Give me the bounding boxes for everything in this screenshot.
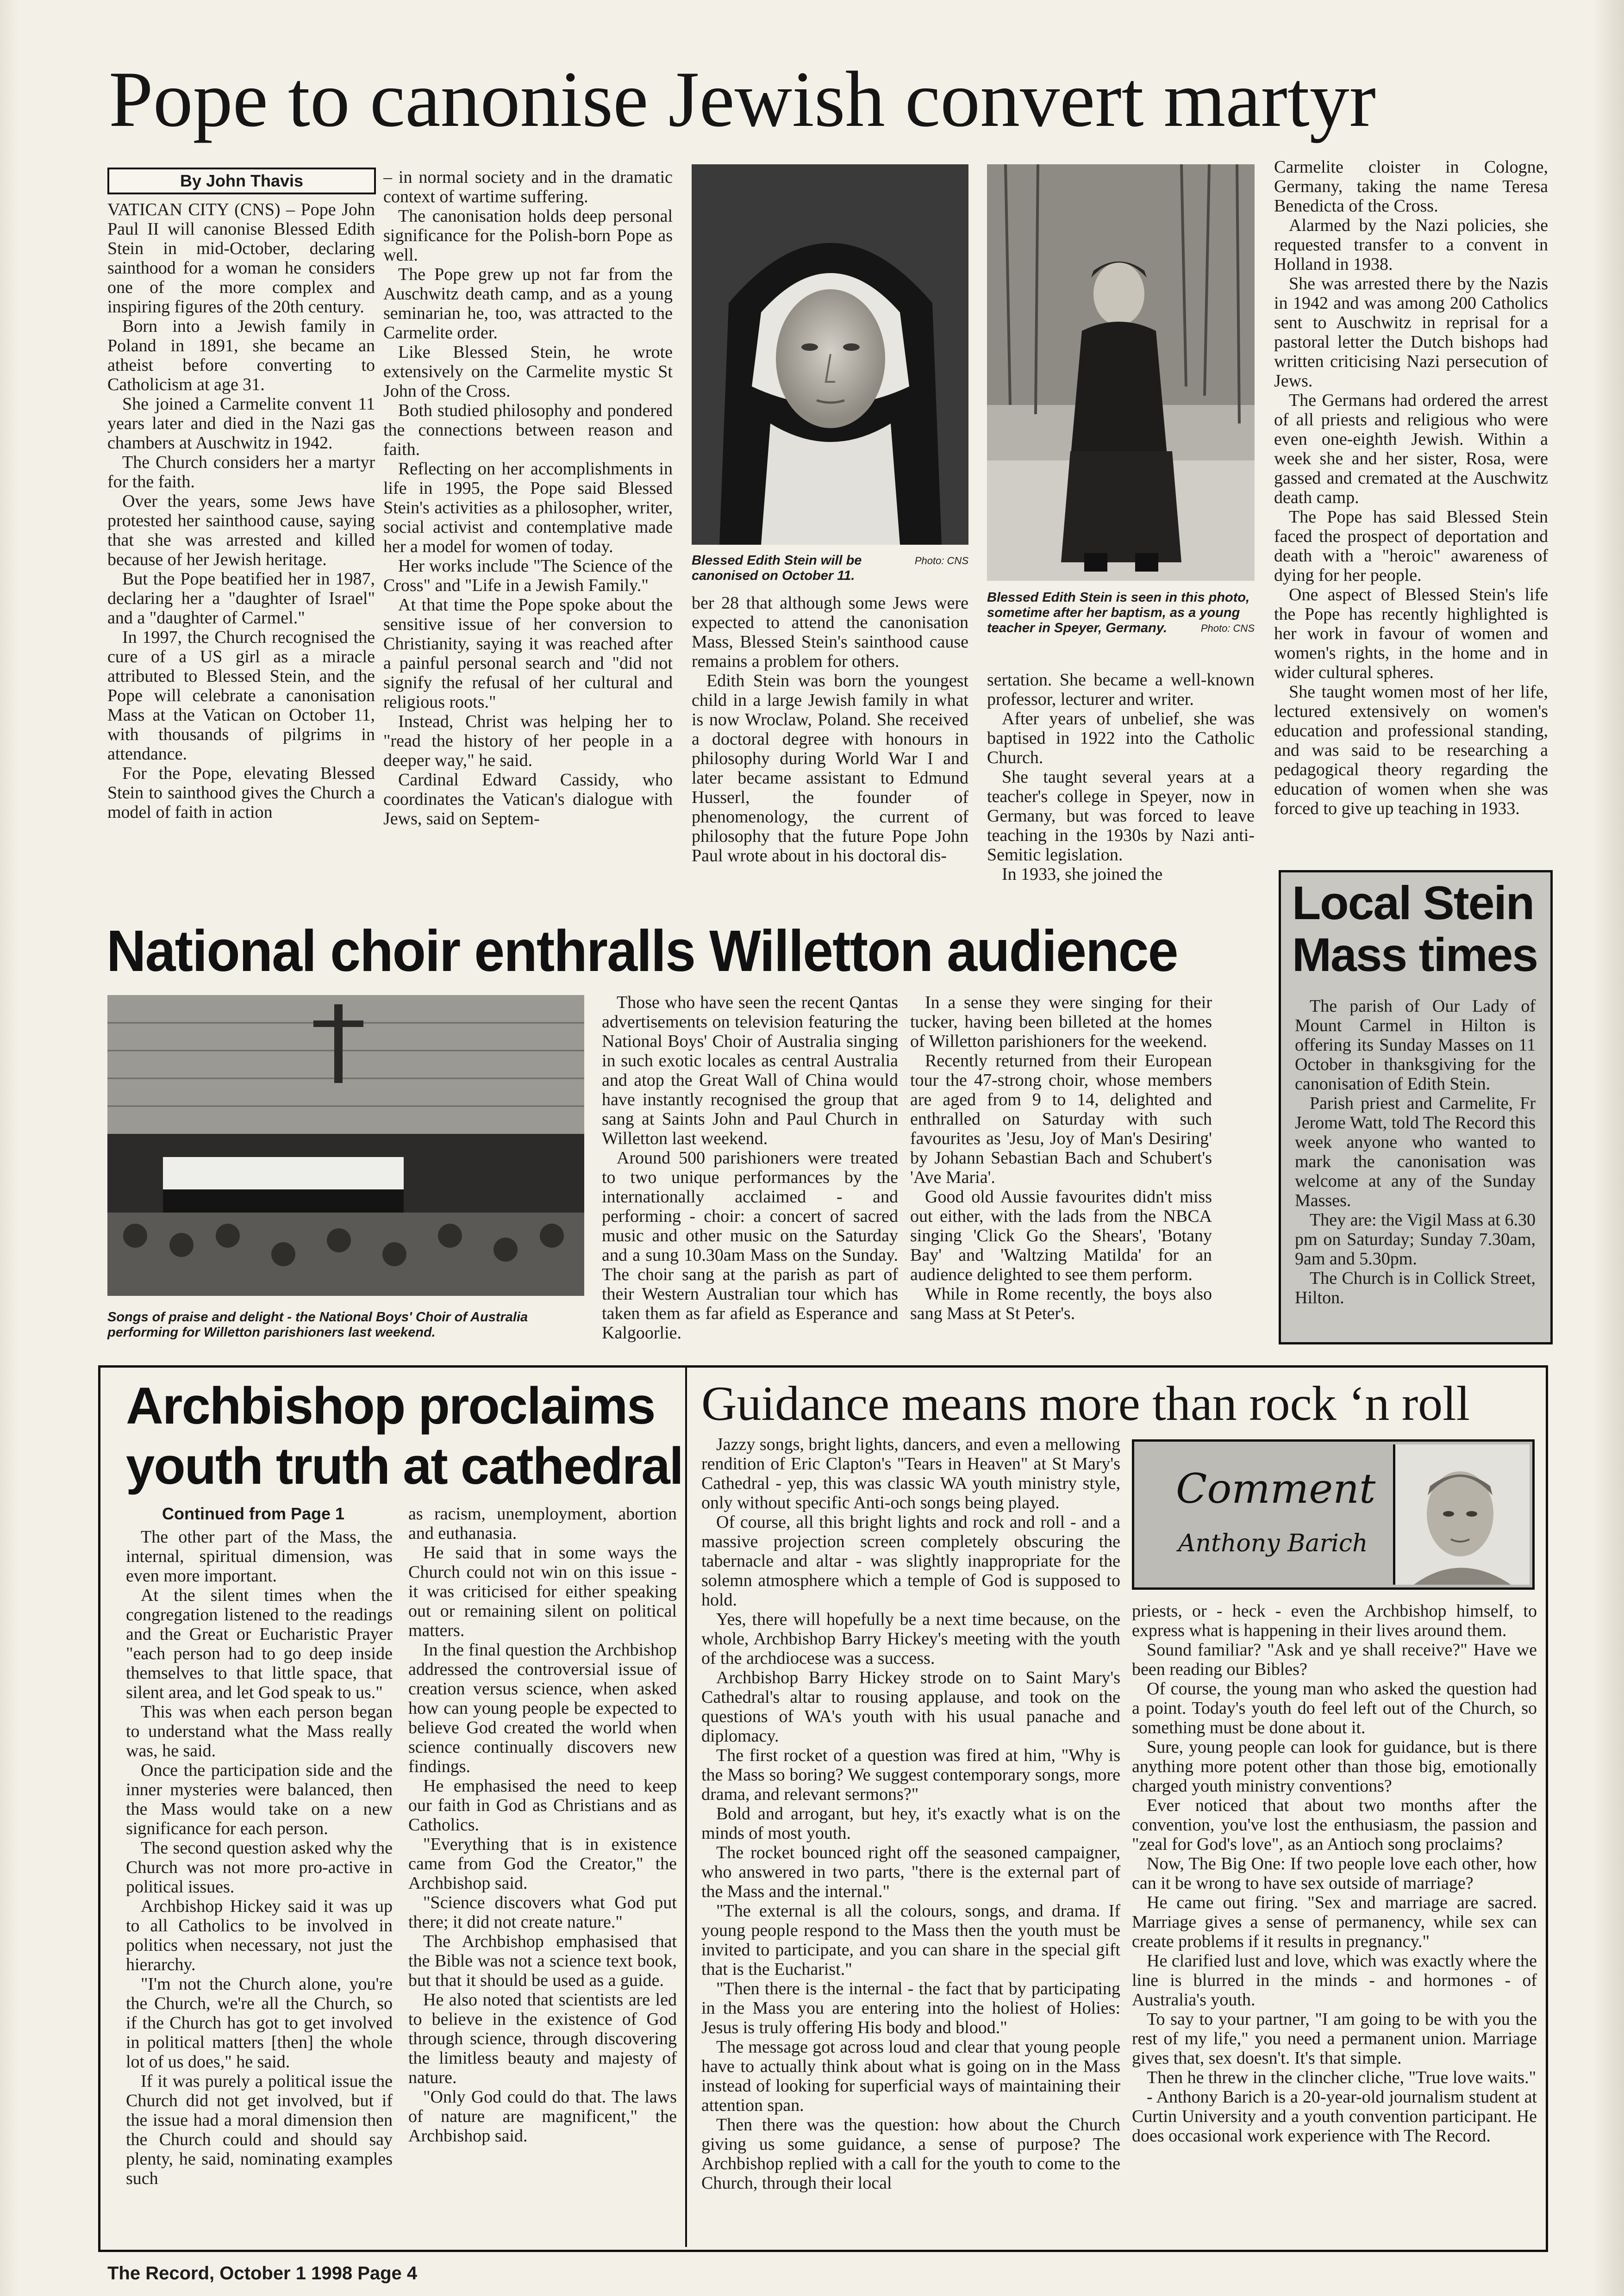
comment-author: Anthony Barich [1178, 1530, 1368, 1557]
stein-column-3 [692, 593, 968, 906]
paragraph: sertation. She became a well-known professor, lecturer and writer. [987, 670, 1255, 709]
archbishop-continued: Continued from Page 1 [162, 1504, 345, 1523]
paragraph: Of course, the young man who asked the question had a point. Today's youth do feel left out of the Church, so something must be done about it. [1132, 1679, 1537, 1737]
paragraph: She taught several years at a teacher's college in Speyer, now in Germany, but was forced to leave teaching in the 1930s by Nazi anti-Semitic legislation. [987, 767, 1255, 865]
stein-column-5 [1274, 157, 1548, 865]
page-footer: The Record, October 1 1998 Page 4 [107, 2263, 418, 2284]
paragraph: "I'm not the Church alone, you're the Church, we're all the Church, so if the Church has got to get involved in political matters [then] the whole lot of us does," he said. [126, 1974, 393, 2072]
paragraph: While in Rome recently, the boys also sang Mass at St Peter's. [910, 1284, 1212, 1323]
paragraph: "The external is all the colours, songs, and drama. If young people respond to the Mass then the youth must be invited to participate, and you can share in the special gift that is the Eucharist." [701, 1901, 1120, 1979]
paragraph: In 1997, the Church recognised the cure of a US girl as a miracle attributed to Blessed Stein, and the Pope will celebrate a canonisation Mass at the Vatican on October 11, with thousands of pilgrims in attendance. [107, 628, 375, 764]
stein-column-2 [383, 168, 673, 903]
paragraph: Over the years, some Jews have protested her sainthood cause, saying that she was arrested and killed because of her Jewish heritage. [107, 492, 375, 569]
stein-photo2-credit: Photo: CNS [1200, 622, 1255, 634]
stein-column-4 [987, 670, 1255, 905]
paragraph: The rocket bounced right off the seasoned campaigner, who answered in two parts, "there is the external part of the Mass and the internal." [701, 1843, 1120, 1901]
paragraph: Reflecting on her accomplishments in life in 1995, the Pope said Blessed Stein's activities as a philosopher, writer, social activist and contemplative made her a model for women of today. [383, 459, 673, 556]
paragraph: He clarified lust and love, which was exactly where the line is blurred in the minds - and hormones - of Australia's youth. [1132, 1951, 1537, 2010]
archbishop-column-1 [126, 1527, 393, 2238]
paragraph: The parish of Our Lady of Mount Carmel in Hilton is offering its Sunday Masses on 11 October in thanksgiving for the canonisation of Edith Stein. [1295, 996, 1536, 1094]
guidance-column-1 [701, 1435, 1120, 2238]
paragraph: She was arrested there by the Nazis in 1942 and was among 200 Catholics sent to Auschwitz in reprisal for a pastoral letter the Dutch bishops had written criticising Nazi persecution of Jews. [1274, 274, 1548, 391]
paragraph: The canonisation holds deep personal significance for the Polish-born Pope as well. [383, 206, 673, 265]
paragraph: The first rocket of a question was fired at him, "Why is the Mass so boring? We suggest contemporary songs, more drama, and relevant sermons?" [701, 1746, 1120, 1804]
paragraph: The message got across loud and clear that young people have to actually think about what is going on in the Mass instead of looking for superficial ways of maintaining their attention span. [701, 2037, 1120, 2115]
paragraph: One aspect of Blessed Stein's life the Pope has recently highlighted is her work in favour of women and women's rights, in the home and in wider cultural spheres. [1274, 585, 1548, 682]
paragraph: Born into a Jewish family in Poland in 1891, she became an atheist before converting to Catholicism at age 31. [107, 317, 375, 394]
paragraph: Those who have seen the recent Qantas advertisements on television featuring the National Boys' Choir of Australia singing in such exotic locales as central Australia and atop the Great Wall of China would have instantly recognised the group that sang at Saints John and Paul Church in Willetton last weekend. [602, 993, 898, 1148]
guidance-column-2 [1132, 1601, 1537, 2238]
paragraph: Yes, there will hopefully be a next time because, on the whole, Archbishop Barry Hickey's meeting with the youth of the archdiocese was a success. [701, 1610, 1120, 1668]
stein-nun-photo [692, 164, 968, 545]
paragraph: He came out firing. "Sex and marriage are sacred. Marriage gives a sense of permanency, while sex can create problems if it results in pregnancy." [1132, 1893, 1537, 1951]
stein-photo1-caption: Photo: CNS Blessed Edith Stein will be canonised on October 11. [692, 553, 968, 583]
comment-label: Comment [1176, 1465, 1376, 1512]
mass-times-text [1295, 996, 1536, 1330]
stein-headline: Pope to canonise Jewish convert martyr [109, 56, 1376, 143]
paragraph: They are: the Vigil Mass at 6.30 pm on Saturday; Sunday 7.30am, 9am and 5.30pm. [1295, 1210, 1536, 1269]
paragraph: ber 28 that although some Jews were expected to attend the canonisation Mass, Blessed Stein's sainthood cause remains a problem for others. [692, 593, 968, 671]
stein-column-1 [107, 200, 375, 903]
paragraph: "Only God could do that. The laws of nature are magnificent," the Archbishop said. [408, 2087, 677, 2146]
archbishop-headline-1: Archbishop proclaims [126, 1377, 655, 1435]
paragraph: The Church considers her a martyr for the faith. [107, 453, 375, 492]
stein-teacher-photo [987, 164, 1255, 581]
paragraph: Both studied philosophy and pondered the connections between reason and faith. [383, 401, 673, 459]
paragraph: The Pope grew up not far from the Auschwitz death camp, and as a young seminarian he, too, was attracted to the Carmelite order. [383, 265, 673, 342]
archbishop-column-2 [408, 1504, 677, 2238]
paragraph: - Anthony Barich is a 20-year-old journalism student at Curtin University and a youth convention participant. He does occasional work experience with The Record. [1132, 2087, 1537, 2146]
paragraph: "Everything that is in existence came from God the Creator," the Archbishop said. [408, 1835, 677, 1893]
paragraph: Edith Stein was born the youngest child in a large Jewish family in what is now Wroclaw, Poland. She received a doctoral degree with honours in philosophy during World War I and later became assistant to Edmund Husserl, the founder of phenomenology, the current of philosophy that the future Pope John Paul wrote about in his doctoral dis- [692, 671, 968, 865]
paragraph: Once the participation side and the inner mysteries were balanced, then the Mass would take on a new significance for each person. [126, 1761, 393, 1838]
mass-times-headline-2: Mass times [1292, 928, 1537, 981]
stein-photo1-credit: Photo: CNS [914, 555, 968, 566]
paragraph: Her works include "The Science of the Cross" and "Life in a Jewish Family." [383, 556, 673, 595]
paragraph: Good old Aussie favourites didn't miss out either, with the lads from the NBCA singing 'Click Go the Shears', 'Botany Bay' and 'Waltzing Matilda' for an audience delighted to see them perform. [910, 1187, 1212, 1284]
paragraph: The Germans had ordered the arrest of all priests and religious who were even one-eighth Jewish. Within a week she and her sister, Rosa, were gassed and cremated at the Auschwitz death camp. [1274, 391, 1548, 507]
paragraph: Archbishop Hickey said it was up to all Catholics to be involved in politics when necessary, not just the hierarchy. [126, 1897, 393, 1974]
stein-byline: By John Thavis [107, 168, 376, 194]
paragraph: To say to your partner, "I am going to be with you the rest of my life," you need a permanent union. Marriage gives that, sex doesn't. It's that simple. [1132, 2010, 1537, 2068]
guidance-headline: Guidance means more than rock ‘n roll [701, 1376, 1470, 1431]
paragraph: Ever noticed that about two months after the convention, you've lost the enthusiasm, the passion and "zeal for God's love", as an Antioch song proclaims? [1132, 1796, 1537, 1854]
paragraph: He also noted that scientists are led to believe in the existence of God through science, through discovering the limitless beauty and majesty of nature. [408, 1990, 677, 2087]
choir-headline: National choir enthralls Willetton audience [106, 918, 1178, 983]
paragraph: Sure, young people can look for guidance, but is there anything more potent other than those big, emotionally charged youth ministry conventions? [1132, 1737, 1537, 1796]
paragraph: The Archbishop emphasised that the Bible was not a science text book, but that it should be used as a guide. [408, 1932, 677, 1990]
choir-photo [107, 995, 584, 1296]
paragraph: This was when each person began to understand what the Mass really was, he said. [126, 1702, 393, 1761]
choir-column-2 [910, 993, 1212, 1354]
paragraph: – in normal society and in the dramatic context of wartime suffering. [383, 168, 673, 206]
paragraph: Of course, all this bright lights and rock and roll - and a massive projection screen completely obscuring the tabernacle and altar - was slightly inappropriate for the solemn atmosphere which a temple of God is supposed to hold. [701, 1512, 1120, 1610]
paragraph: For the Pope, elevating Blessed Stein to sainthood gives the Church a model of faith in action [107, 764, 375, 822]
paragraph: He emphasised the need to keep our faith in God as Christians and as Catholics. [408, 1776, 677, 1835]
paragraph: Now, The Big One: If two people love each other, how can it be wrong to have sex outside of marriage? [1132, 1854, 1537, 1893]
paragraph: She taught women most of her life, lectured extensively on women's education and professional standing, and was said to be researching a pedagogical theory regarding the education of women when she was forced to give up teaching in 1933. [1274, 682, 1548, 818]
paragraph: VATICAN CITY (CNS) – Pope John Paul II will canonise Blessed Edith Stein in mid-October, declaring sainthood for a woman he considers one of the more complex and inspiring figures of the 20th century. [107, 200, 375, 317]
paragraph: "Science discovers what God put there; it did not create nature." [408, 1893, 677, 1932]
paragraph: Archbishop Barry Hickey strode on to Saint Mary's Cathedral's altar to rousing applause, and took on the questions of WA's youth with his usual panache and diplomacy. [701, 1668, 1120, 1746]
paragraph: Carmelite cloister in Cologne, Germany, taking the name Teresa Benedicta of the Cross. [1274, 157, 1548, 216]
paragraph: At the silent times when the congregation listened to the readings and the Great or Eucharistic Prayer "each person had to go deep inside themselves to that little space, that silent area, and let God speak to us." [126, 1586, 393, 1702]
paragraph: But the Pope beatified her in 1987, declaring her a "daughter of Israel" and a "daughter of Carmel." [107, 569, 375, 628]
paragraph: Recently returned from their European tour the 47-strong choir, whose members are aged from 9 to 14, delighted and enthralled on Saturday with such favourites as 'Jesu, Joy of Man's Desiring' by Johann Sebastian Bach and Schubert's 'Ave Maria'. [910, 1051, 1212, 1187]
mass-times-headline-1: Local Stein [1292, 877, 1534, 929]
paragraph: In a sense they were singing for their tucker, having been billeted at the homes of Willetton parishioners for the weekend. [910, 993, 1212, 1051]
paragraph: Then there was the question: how about the Church giving us some guidance, a sense of purpose? The Archbishop replied with a call for the youth to come to the Church, through their local [701, 2115, 1120, 2193]
paragraph: The second question asked why the Church was not more pro-active in political issues. [126, 1838, 393, 1897]
paragraph: Like Blessed Stein, he wrote extensively on the Carmelite mystic St John of the Cross. [383, 342, 673, 401]
paragraph: priests, or - heck - even the Archbishop himself, to express what is happening in their lives around them. [1132, 1601, 1537, 1640]
paragraph: The Pope has said Blessed Stein faced the prospect of deportation and death with a "heroic" awareness of dying for her people. [1274, 507, 1548, 585]
paragraph: The Church is in Collick Street, Hilton. [1295, 1269, 1536, 1307]
paragraph: Around 500 parishioners were treated to two unique performances by the internationally acclaimed - and performing - choir: a concert of sacred music and other music on the Saturday and a sung 10.30am Mass on the Sunday. The choir sang at the parish as part of their Western Australian tour which has taken them as far afield as Esperance and Kalgoorlie. [602, 1148, 898, 1343]
stein-photo2-caption: Blessed Edith Stein is seen in this photo, sometime after her baptism, as a young teacher in Speyer, Germany. Photo: CNS [987, 590, 1255, 635]
bottom-column-divider [685, 1368, 687, 2247]
comment-box [1132, 1439, 1535, 1590]
paragraph: Cardinal Edward Cassidy, who coordinates the Vatican's dialogue with Jews, said on Septem- [383, 770, 673, 828]
archbishop-headline-2: youth truth at cathedral [126, 1437, 683, 1495]
paragraph: In the final question the Archbishop addressed the controversial issue of creation versus science, when asked how can young people be expected to believe God created the world when science continually discovers new findings. [408, 1640, 677, 1776]
paragraph: If it was purely a political issue the Church did not get involved, but if the issue had a moral dimension then the Church could and should say plenty, he said, nominating examples such [126, 2072, 393, 2188]
paragraph: She joined a Carmelite convent 11 years later and died in the Nazi gas chambers at Auschwitz in 1942. [107, 394, 375, 453]
mass-times-box [1279, 870, 1553, 1344]
paragraph: Jazzy songs, bright lights, dancers, and even a mellowing rendition of Eric Clapton's "Tears in Heaven" at St Mary's Cathedral - yep, this was classic WA youth ministry style, only without specific Anti-och songs being played. [701, 1435, 1120, 1512]
choir-caption: Songs of praise and delight - the National Boys' Choir of Australia performing for Willetton parishioners last weekend. [107, 1310, 528, 1340]
paragraph: In 1933, she joined the [1002, 865, 1163, 884]
choir-column-1 [602, 993, 898, 1354]
paragraph: "Then there is the internal - the fact that by participating in the Mass you are entering into the holiest of Holies: Jesus is truly offering His body and blood." [701, 1979, 1120, 2037]
paragraph: He said that in some ways the Church could not win on this issue - it was criticised for either speaking out or remaining silent on political matters. [408, 1543, 677, 1640]
paragraph: Sound familiar? "Ask and ye shall receive?" Have we been reading our Bibles? [1132, 1640, 1537, 1679]
paragraph: After years of unbelief, she was baptised in 1922 into the Catholic Church. [987, 709, 1255, 767]
paragraph: Parish priest and Carmelite, Fr Jerome Watt, told The Record this week anyone who wanted to mark the canonisation was welcome at any of the Sunday Masses. [1295, 1094, 1536, 1210]
paragraph: Instead, Christ was helping her to "read the history of her people in a deeper way," he said. [383, 712, 673, 770]
paragraph: Alarmed by the Nazi policies, she requested transfer to a convent in Holland in 1938. [1274, 216, 1548, 274]
paragraph: The other part of the Mass, the internal, spiritual dimension, was even more important. [126, 1527, 393, 1586]
comment-author-photo [1393, 1444, 1530, 1585]
paragraph: Then he threw in the clincher cliche, "True love waits." [1147, 2068, 1537, 2087]
paragraph: Bold and arrogant, but hey, it's exactly what is on the minds of most youth. [701, 1804, 1120, 1843]
paragraph: as racism, unemployment, abortion and euthanasia. [408, 1504, 677, 1543]
paragraph: At that time the Pope spoke about the sensitive issue of her conversion to Christianity, saying it was reached after a painful personal search and "did not signify the refusal of her cultural and religious roots." [383, 595, 673, 712]
